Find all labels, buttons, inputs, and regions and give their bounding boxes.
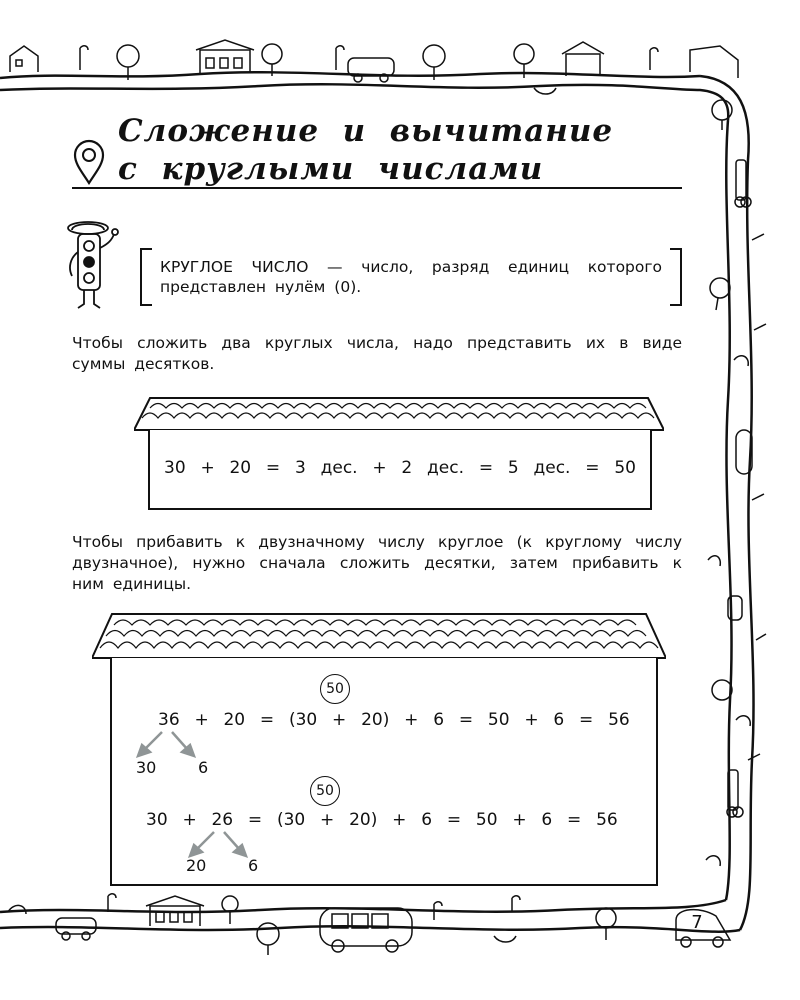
traffic-light-character-icon <box>62 218 124 314</box>
house-roof-1 <box>134 396 664 432</box>
part-tens-2: 20 <box>186 856 207 875</box>
part-tens-1: 30 <box>136 758 157 777</box>
equation-example-2: 30 + 26 = (30 + 20) + 6 = 50 + 6 = 56 <box>146 810 618 830</box>
equation-round-sum: 30 + 20 = 3 дес. + 2 дес. = 5 дес. = 50 <box>164 458 636 478</box>
left-bracket <box>140 248 152 306</box>
circled-tens-sum-1: 50 <box>320 674 350 704</box>
title-underline <box>72 187 682 189</box>
equation-example-1: 36 + 20 = (30 + 20) + 6 = 50 + 6 = 56 <box>158 710 630 730</box>
definition-text: КРУГЛОЕ ЧИСЛО — число, разряд единиц которого представлен нулём (0). <box>160 258 662 296</box>
location-pin-icon <box>72 138 106 186</box>
title-line-2: с круглыми числами <box>118 151 544 187</box>
title-line-1: Сложение и вычитание <box>118 113 614 149</box>
right-bracket <box>670 248 682 306</box>
paragraph-two-digit-plus-round: Чтобы прибавить к двузначному числу круглое (к круглому числу двузначное), нужно сначала сложить десятки, затем прибавить к ним единицы. <box>72 533 682 593</box>
page-title <box>118 112 613 188</box>
definition-box <box>140 248 682 304</box>
part-units-2: 6 <box>248 856 259 875</box>
part-units-1: 6 <box>198 758 209 777</box>
paragraph-sum-of-tens: Чтобы сложить два круглых числа, надо представить их в виде суммы десятков. <box>72 334 682 373</box>
page-number: 7 <box>691 912 703 933</box>
house-roof-2 <box>92 612 666 660</box>
circled-tens-sum-2: 50 <box>310 776 340 806</box>
